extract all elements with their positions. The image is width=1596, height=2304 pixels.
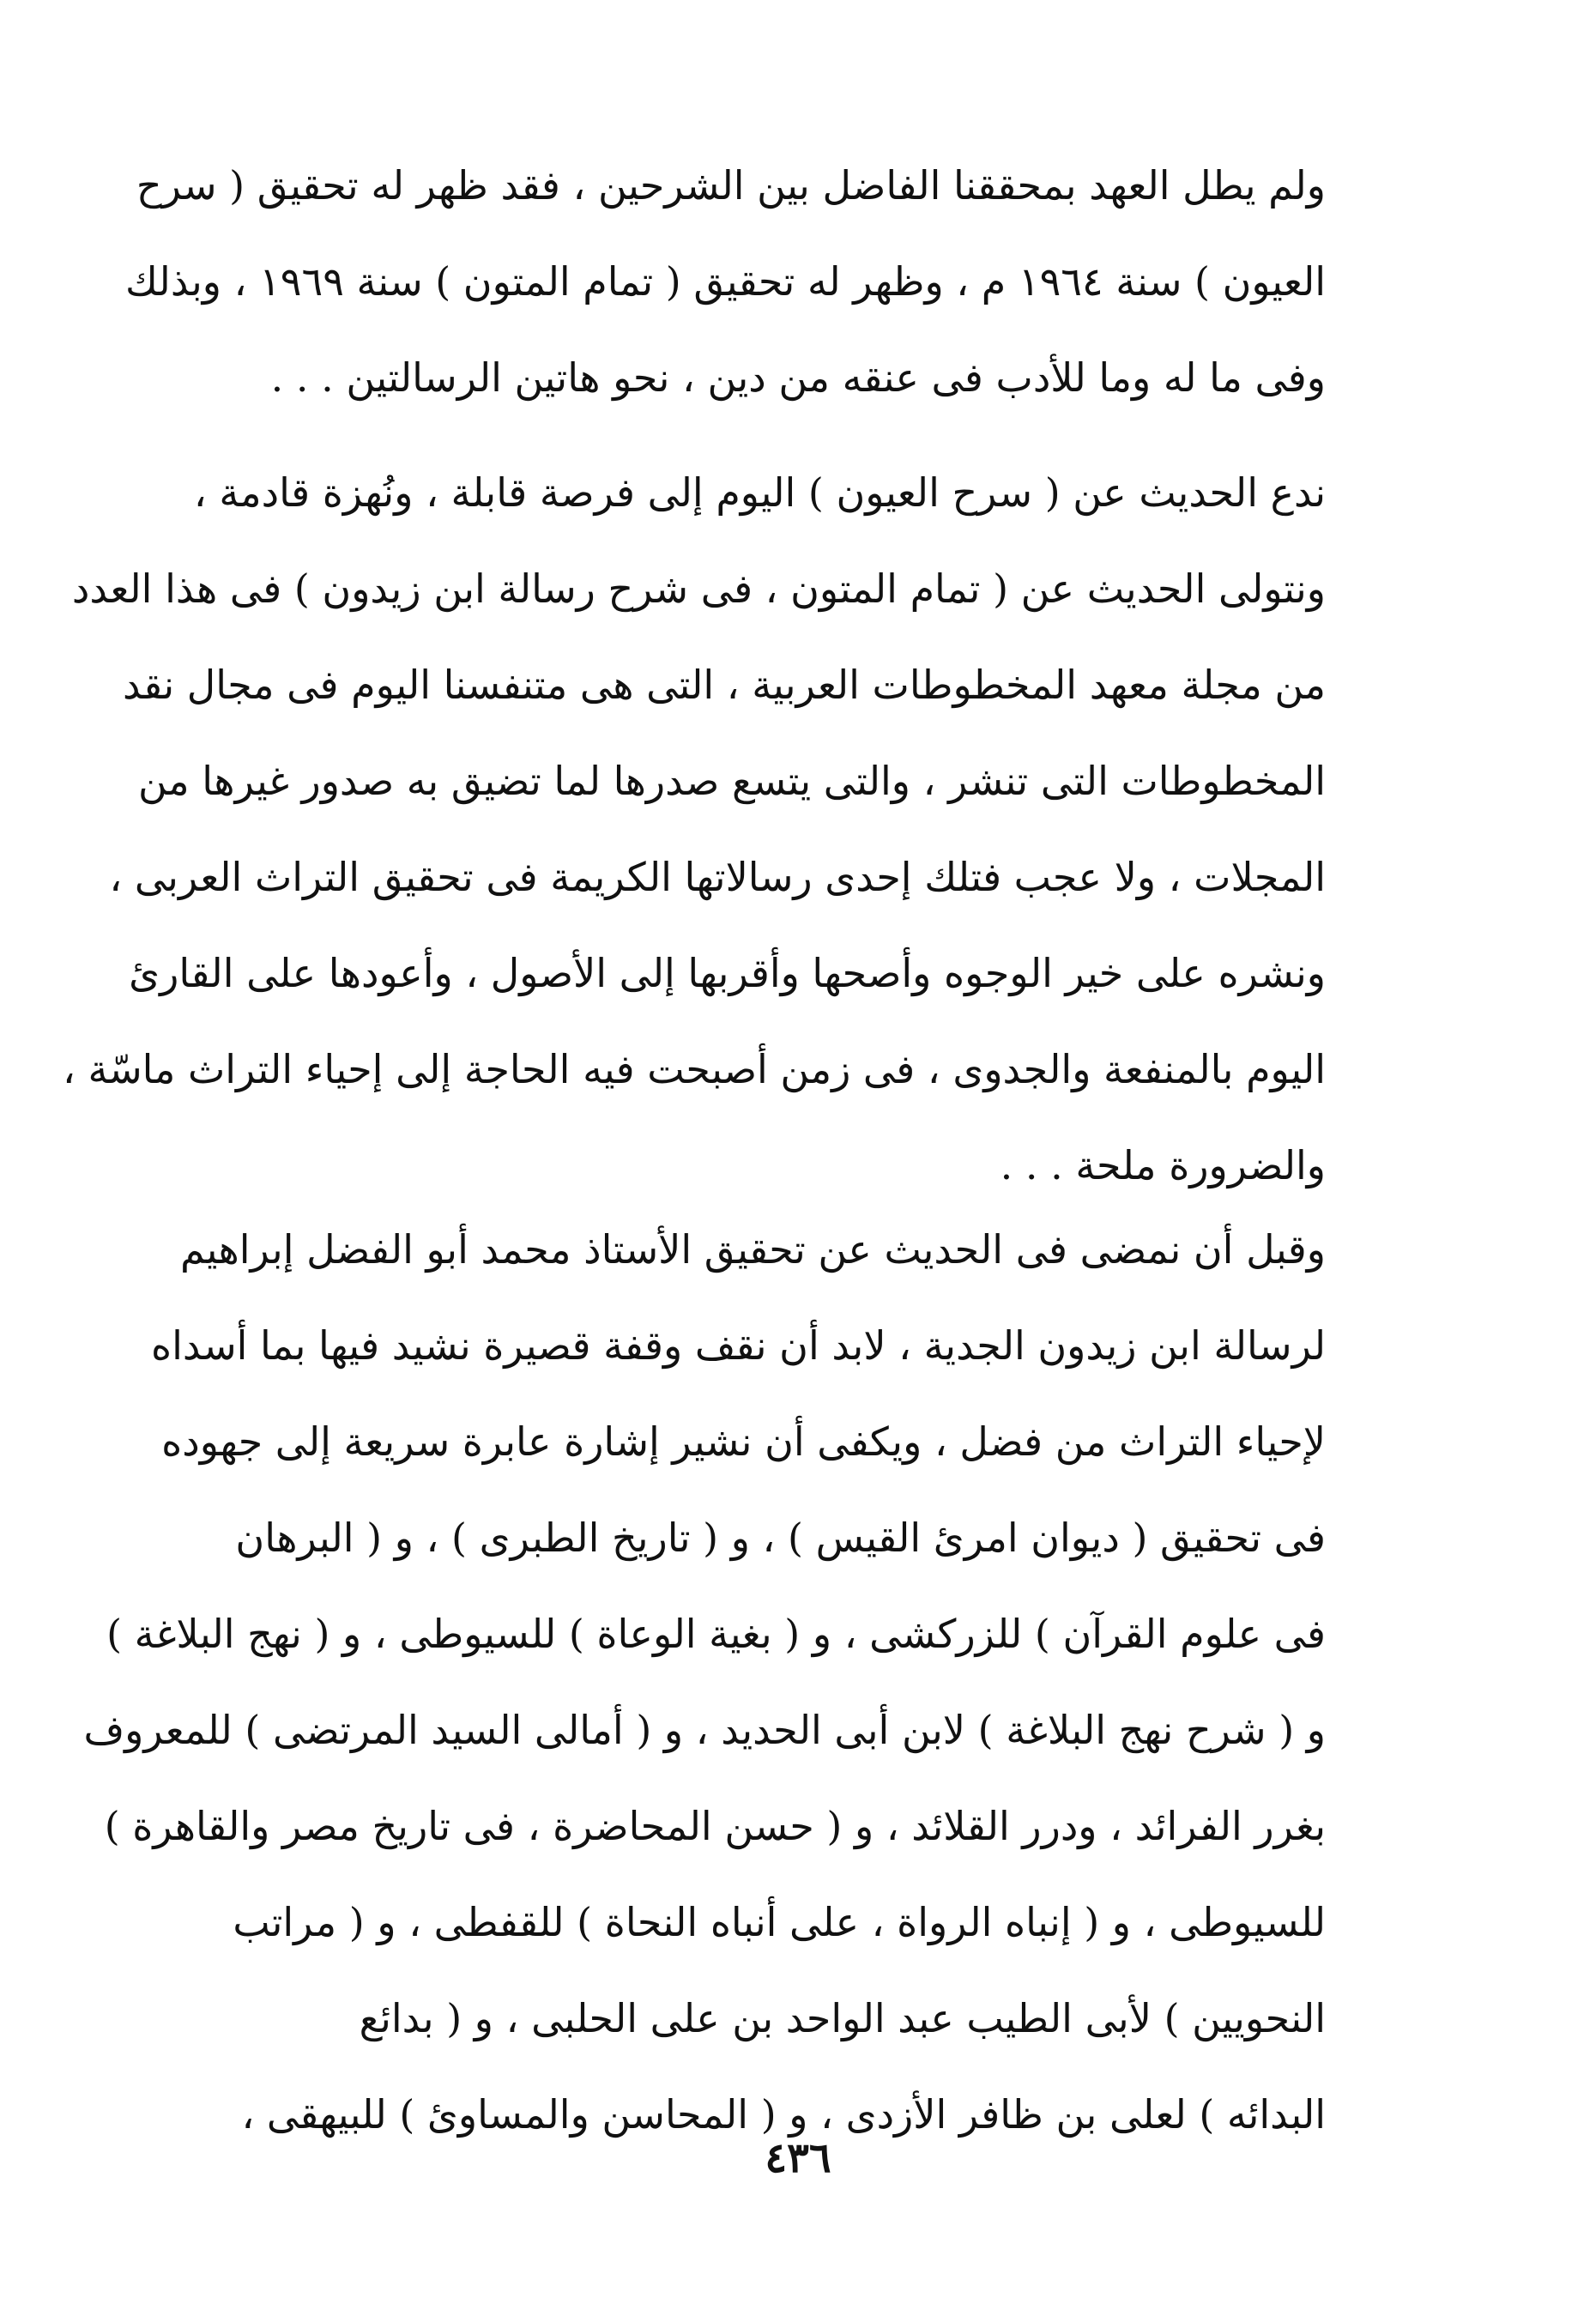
text-line: ولم يطل العهد بمحققنا الفاضل بين الشرحين ، فقد ظهر له تحقيق ( سرح: [136, 162, 1326, 209]
text-line: للسيوطى ، و ( إنباه الرواة ، على أنباه النحاة ) للقفطى ، و ( مراتب: [233, 1899, 1326, 1945]
text-line: المجلات ، ولا عجب فتلك إحدى رسالاتها الكريمة فى تحقيق التراث العربى ،: [109, 854, 1326, 900]
text-line: النحويين ) لأبى الطيب عبد الواحد بن على الحلبى ، و ( بدائع: [359, 1995, 1326, 2041]
text-line: اليوم بالمنفعة والجدوى ، فى زمن أصبحت فيه الحاجة إلى إحياء التراث ماسّة ،: [63, 1046, 1326, 1092]
text-line: وفى ما له وما للأدب فى عنقه من دين ، نحو هاتين الرسالتين . . .: [270, 354, 1326, 401]
text-line: ندع الحديث عن ( سرح العيون ) اليوم إلى فرصة قابلة ، ونُهزة قادمة ،: [193, 469, 1326, 516]
text-line: لرسالة ابن زيدون الجدية ، لابد أن نقف وقفة قصيرة نشيد فيها بما أسداه: [151, 1322, 1326, 1369]
text-line: فى علوم القرآن ) للزركشى ، و ( بغية الوعاة ) للسيوطى ، و ( نهج البلاغة ): [106, 1611, 1326, 1657]
text-line: البدائه ) لعلى بن ظافر الأزدى ، و ( المحاسن والمساوئ ) للبيهقى ،: [241, 2091, 1326, 2138]
paragraph-1: [125, 137, 1326, 426]
text-line: المخطوطات التى تنشر ، والتى يتسع صدرها لما تضيق به صدور غيرها من: [138, 758, 1326, 804]
text-line: ونتولى الحديث عن ( تمام المتون ، فى شرح رسالة ابن زيدون ) فى هذا العدد: [71, 565, 1326, 612]
text-line: و ( شرح نهج البلاغة ) لابن أبى الحديد ، و ( أمالى السيد المرتضى ) للمعروف: [83, 1707, 1326, 1753]
page-number: ٤٣٦: [765, 2134, 831, 2182]
paragraph-2: [63, 444, 1326, 1213]
paragraph-3: [83, 1201, 1326, 2162]
text-line: فى تحقيق ( ديوان امرئ القيس ) ، و ( تاريخ الطبرى ) ، و ( البرهان: [235, 1515, 1326, 1561]
text-line: والضرورة ملحة . . .: [1000, 1142, 1326, 1188]
text-line: وقبل أن نمضى فى الحديث عن تحقيق الأستاذ محمد أبو الفضل إبراهيم: [179, 1226, 1326, 1273]
text-line: العيون ) سنة ١٩٦٤ م ، وظهر له تحقيق ( تمام المتون ) سنة ١٩٦٩ ، وبذلك: [125, 258, 1326, 305]
text-line: من مجلة معهد المخطوطات العربية ، التى هى متنفسنا اليوم فى مجال نقد: [122, 662, 1326, 708]
text-line: ونشره على خير الوجوه وأصحها وأقربها إلى الأصول ، وأعودها على القارئ: [129, 950, 1326, 996]
text-line: لإحياء التراث من فضل ، ويكفى أن نشير إشارة عابرة سريعة إلى جهوده: [161, 1418, 1326, 1465]
text-line: بغرر الفرائد ، ودرر القلائد ، و ( حسن المحاضرة ، فى تاريخ مصر والقاهرة ): [104, 1803, 1326, 1849]
